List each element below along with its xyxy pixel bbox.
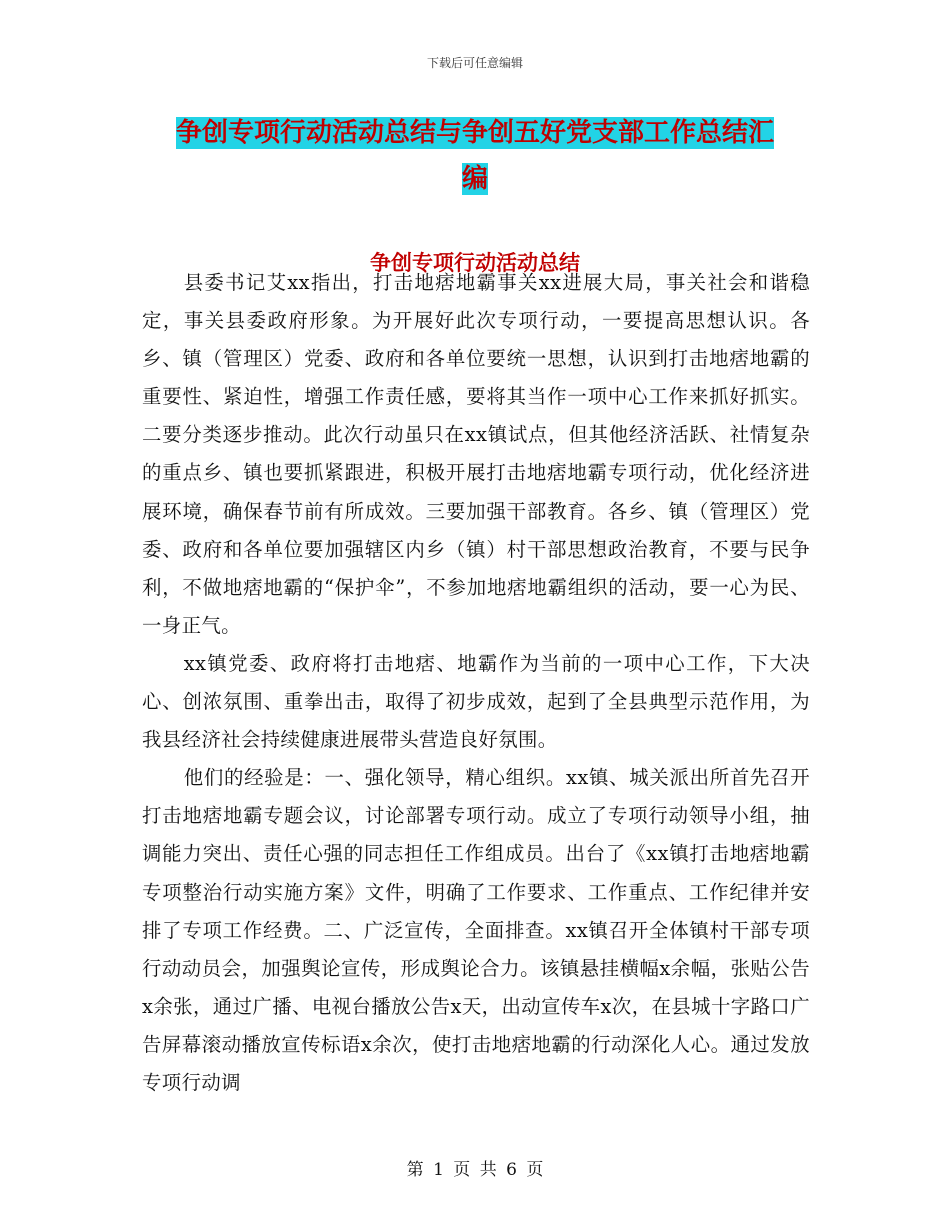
document-body (142, 264, 810, 1102)
body-paragraph: 他们的经验是：一、强化领导，精心组织。xx镇、城关派出所首先召开打击地痞地霸专题会议，讨论部署专项行动。成立了专项行动领导小组，抽调能力突出、责任心强的同志担任工作组成员。出台了《xx镇打击地痞地霸专项整治行动实施方案》文件，明确了工作要求、工作重点、工作纪律并安排了专项工作经费。二、广泛宣传，全面排查。xx镇召开全体镇村干部专项行动动员会，加强舆论宣传，形成舆论合力。该镇悬挂横幅x余幅，张贴公告x余张，通过广播、电视台播放公告x天，出动宣传车x次，在县城十字路口广告屏幕滚动播放宣传标语x余次，使打击地痞地霸的行动深化人心。通过发放专项行动调 (142, 766, 810, 1094)
document-title-line1: 争创专项行动活动总结与争创五好党支部工作总结汇 (175, 118, 774, 148)
page-header-note: 下载后可任意编辑 (426, 56, 523, 70)
body-paragraph: 县委书记艾xx指出，打击地痞地霸事关xx进展大局，事关社会和谐稳定，事关县委政府形象。为开展好此次专项行动，一要提高思想认识。各乡、镇（管理区）党委、政府和各单位要统一思想，认识到打击地痞地霸的重要性、紧迫性，增强工作责任感，要将其当作一项中心工作来抓好抓实。二要分类逐步推动。此次行动虽只在xx镇试点，但其他经济活跃、社情复杂的重点乡、镇也要抓紧跟进，积极开展打击地痞地霸专项行动，优化经济进展环境，确保春节前有所成效。三要加强干部教育。各乡、镇（管理区）党委、政府和各单位要加强辖区内乡（镇）村干部思想政治教育，不要与民争利，不做地痞地霸的“保护伞”，不参加地痞地霸组织的活动，要一心为民、一身正气。 (142, 271, 810, 637)
document-title-line2: 编 (461, 164, 488, 194)
section-title: 争创专项行动活动总结 (370, 251, 580, 275)
document-title (140, 110, 810, 202)
page-number-footer: 第 1 页 共 6 页 (406, 1160, 544, 1180)
body-paragraph: xx镇党委、政府将打击地痞、地霸作为当前的一项中心工作，下大决心、创浓氛围、重拳出击，取得了初步成效，起到了全县典型示范作用，为我县经济社会持续健康进展带头营造良好氛围。 (142, 651, 810, 752)
